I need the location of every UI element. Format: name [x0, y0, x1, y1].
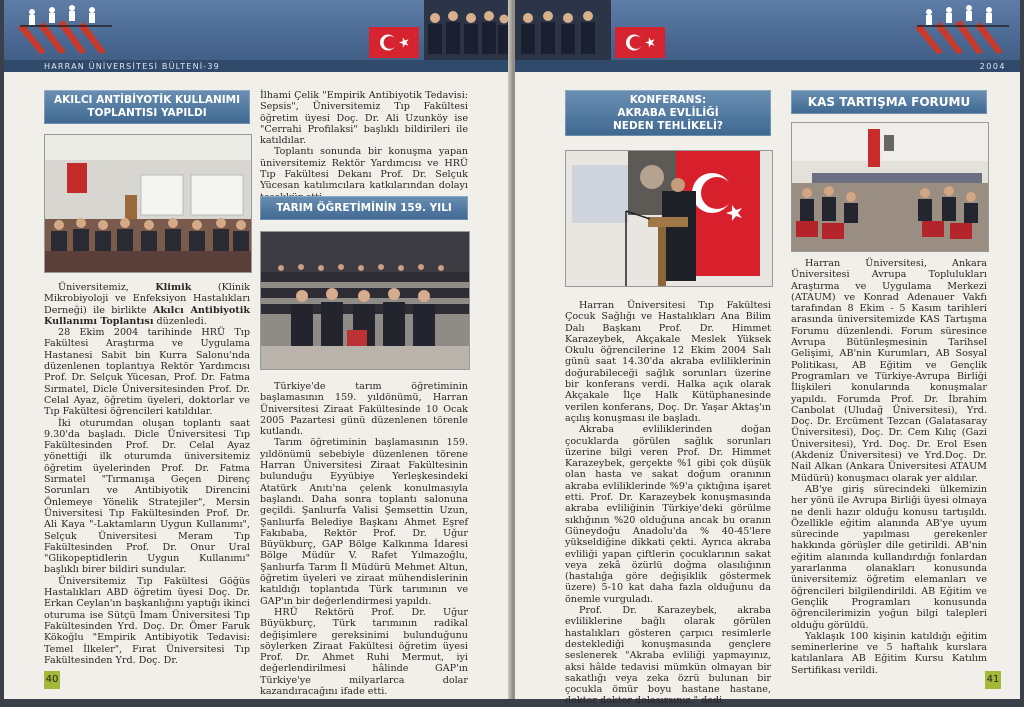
kas-forum-photo — [791, 122, 989, 252]
p1-meeting-name: Akılcı Antibiyotik Kullanımı Toplantısı — [44, 304, 250, 327]
article2-title: TARIM ÖĞRETİMİNİN 159. YILI — [276, 202, 452, 214]
article3-paragraph3: Prof. Dr. Karazeybek, akraba evliliklerine bağlı olarak görülen hastalıkları gösteren çarpıcı resimlerle desteklediği konuşmasında gençlere seslenerek "Akraba evliliği yapmayınız, aksi hâlde tedavisi mümkün olmayan bir sakatlığı veya zeka özrü bulunan bir çocukla ömür boyu hastane hastane, doktor doktor dolaşırsınız." dedi. — [565, 605, 771, 707]
article2-paragraph2: Tarım öğretiminin başlamasının 159. yıldönümü sebebiyle düzenlenen törene Harran Üniversitesi Ziraat Fakültesinin bulunduğu Eyyübiye Yerleşkesindeki Atatürk Anıtı'na çelenk konulmasıyla başlandı. Daha sonra toplantı salonuna geçildi. Şanlıurfa Valisi Şemsettin Uzun, Şanlıurfa Belediye Başkanı Ahmet Eşref Fakıbaba, Rektör Prof. Dr. Uğur Büyükburç, GAP Bölge Kalkınma İdaresi Bölge Müdür V. Rafet Yılmazoğlu, Şanlıurfa Tarım İl Müdürü Mehmet Altun, öğretim üyeleri ve ziraat mühendislerinin katıldığı toplantıda Türk tarımının ve GAP'ın bir değerlendirmesi yapıldı. — [260, 437, 468, 607]
bulletin-year: 2004 — [979, 62, 1006, 71]
right-header-strip — [515, 60, 1020, 72]
article1-title-line2: TOPLANTISI YAPILDI — [87, 107, 207, 119]
article3-title-line2: AKRABA EVLİLİĞİ — [617, 107, 719, 119]
article3-title-line1: KONFERANS: — [629, 94, 707, 106]
p1-part-c: (Klinik Mikrobiyoloji ve Enfeksiyon Hastalıkları Derneği) ile birlikte — [44, 282, 250, 316]
article3-title-line3: NEDEN TEHLİKELİ? — [612, 120, 723, 132]
article4-body — [791, 258, 987, 676]
bulletin-title: HARRAN ÜNİVERSİTESİ BÜLTENİ-39 — [44, 62, 220, 71]
article2-body — [260, 381, 468, 697]
p1-klimik: Klimik — [155, 282, 192, 293]
article2-title-banner — [260, 196, 468, 220]
article4-title: KAS TARTIŞMA FORUMU — [807, 95, 971, 109]
header-panel-photo — [515, 0, 611, 60]
article1-paragraph6: Toplantı sonunda bir konuşma yapan üniversitemiz Rektör Yardımcısı ve HRÜ Tıp Fakültesi Dekanı Prof. Dr. Selçuk Yücesan katılımcılara katkılarından dolayı — [260, 146, 468, 192]
article1-column-right — [260, 90, 468, 203]
folk-dancers-image — [16, 4, 116, 56]
left-header — [4, 0, 512, 72]
article4-title-banner — [791, 90, 987, 114]
article3-paragraph2: Akraba evliliklerinden doğan çocuklarda görülen sağlık sorunları üzerine bilgi veren Prof. Dr. Himmet Karazeybek, gerçekte %1 gibi çok düşük olan hasta ve sakat doğum oranının akraba evliliklerinde %9'a çıktığına işaret etti. Prof. Dr. Karazeybek konuşmasında akraba evliliğinin Türkiye'deki görülme sıklığının %20 olduğuna ancak bu oranın Güneydoğu Anadolu'da % 40-45'lere yükseldiğine dikkati çekti. Ayrıca akraba evliliği yapan çiftlerin çocuklarının sakat veya zekâ özürlü doğma olasılığının (hastalığa göre değişiklik göstermek üzere) 5-10 kat daha fazla olduğunu da önemle vurguladı. — [565, 424, 771, 605]
agriculture-ceremony-photo — [260, 231, 470, 370]
article4-paragraph2: AB'ye giriş sürecindeki ülkemizin her yönü ile Avrupa Birliği üyesi olmaya ne denli hazır olduğu konusu tartışıldı. Özellikle eğitim alanında AB'ye uyum sürecinde yapılması gerekenler hakkında görüşler dile getirildi. AB'nin eğitim alanında kullandırdığı fonlardan yararlanma olanakları konusunda üniversitemiz öğretim elemanları ve öğrencileri bilgilendirildi. AB Eğitim ve Gençlik Programları konusunda öğrencilerimizin yoğun bilgi talepleri olduğu görüldü. — [791, 483, 987, 631]
article1-title-banner — [44, 90, 250, 124]
left-page-number: 40 — [44, 671, 60, 689]
header-audience-photo — [424, 0, 512, 60]
article1-paragraph3: İki oturumdan oluşan toplantı saat 9.30'da başladı. Dicle Üniversitesi Tıp Fakültesinden Prof. Dr. Celal Ayaz yönettiği ilk oturumda üniversitemiz öğretim üyelerinden Prof. Dr. Fatma Sırmatel "Tırmanışa Geçen Direnç Sorunları ve Antibiyotik Direncini Önlemeye Yönelik Stratejiler", Mersin Üniversitesi Tıp Fakültesinden Prof. Dr. Ali Kaya "-Laktamların Uygun Kullanımı", Selçuk Üniversitesi Meram Tıp Fakültesinden Prof. Dr. Onur Ural "Glikopeptidlerin Uygun Kullanımı" başlıklı birer bildiri sundular. — [44, 417, 250, 576]
folk-dancers-image — [913, 4, 1013, 56]
article1-title-line1: AKILCI ANTİBİYOTİK KULLANIMI — [53, 94, 241, 106]
article4-paragraph3: Yaklaşık 100 kişinin katıldığı eğitim seminerlerine ve 5 haftalık kurslara katılanlara AB Eğitim Kursu Katılım Sertifikası verildi. — [791, 630, 987, 676]
article3-title-banner — [565, 90, 771, 136]
right-page — [515, 0, 1020, 707]
article1-paragraph1 — [44, 282, 250, 327]
turkish-flag-small — [615, 27, 665, 58]
right-page-number: 41 — [985, 671, 1001, 689]
p1-part-a: Üniversitemiz, — [58, 282, 156, 293]
article1-paragraph2: 28 Ekim 2004 tarihinde HRÜ Tıp Fakültesi Araştırma ve Uygulama Hastanesi Sabit bin Kurra Salonu'nda düzenlenen toplantıya Rektör Yardımcısı Prof. Dr. Selçuk Yücesan, Prof. Dr. Fatma Sırmatel, Dicle Üniversitesinden Prof. Dr. Celal Ayaz, öğretim üyeleri, doktorlar ve Tıp Fakültesi öğrencileri katıldılar. — [44, 327, 250, 418]
article3-body — [565, 300, 771, 707]
article1-paragraph4: Üniversitemiz Tıp Fakültesi Göğüs Hastalıkları ABD öğretim üyesi Doç. Dr. Erkan Ceylan'ın başkanlığını yaptığı ikinci oturuma ise Sütçü İmam Üniversitesi Tıp Fakültesinden Yrd. Doç. Dr. Ömer Faruk Kökoğlu "Empirik Antibiyotik Tedavisi: Temel İlkeler", Fırat Üniversitesi Tıp Fakültesinden Yrd. Doç. Dr. — [44, 575, 250, 666]
article2-paragraph1: Türkiye'de tarım öğretiminin başlamasının 159. yıldönümü, Harran Üniversitesi Ziraat Fakültesinde 10 Ocak 2005 Pazartesi günü düzenlenen törenle kutlandı. — [260, 381, 468, 438]
conference-speaker-photo — [565, 150, 773, 287]
article3-paragraph1: Harran Üniversitesi Tıp Fakültesi Çocuk Sağlığı ve Hastalıkları Ana Bilim Dalı Başkanı Prof. Dr. Himmet Karazeybek, Akçakale Meslek Yüksek Okulu öğrencilerine 12 Ekim 2004 Salı günü saat 14.30'da akraba evliliklerinin doğurabileceği sağlık sorunları üzerine bir konferans verdi. Halka açık olarak Akçakale İlçe Halk Kütüphanesinde verilen konferans, Doç. Dr. Yaşar Aktaş'ın açılış konuşması ile başladı. — [565, 300, 771, 424]
antibiotic-meeting-photo — [44, 134, 252, 273]
right-header — [515, 0, 1020, 72]
article2-paragraph3: HRÜ Rektörü Prof. Dr. Uğur Büyükburç, Türk tarımının radikal değişimlere gereksinimi bulunduğunu söylerken Ziraat Fakültesi öğretim üyesi Prof. Dr. Ahmet Ruhi Mermut, iyi değerlendirilmesi hâlinde GAP'ın Türkiye'ye milyarlarca dolar kazandıracağını ifade etti. — [260, 606, 468, 698]
article1-column-left — [44, 282, 250, 666]
article4-paragraph1: Harran Üniversitesi, Ankara Üniversitesi Avrupa Toplulukları Araştırma ve Uygulama Merkezi (ATAUM) ve Konrad Adenauer Vakfı tarafından 8 Ekim - 5 Kasım tarihleri arasında üniversitemizde KAS Tartışma Forumu düzenlendi. Forum süresince Avrupa Bütünleşmesinin Tarihsel Gelişimi, AB'nin Kurumları, AB Sosyal Politikası, AB Eğitim ve Gençlik Programları ve Türkiye-Avrupa Birliği İlişkileri konularında konuşmalar yapıldı. Forumda Prof. Dr. İbrahim Canbolat (Uludağ Üniversitesi), Yrd. Doç. Dr. Ercüment Tezcan (Galatasaray Üniversitesi), Doç. Dr. Cem Kılıç (Gazi Üniversitesi), Yrd. Doç. Dr. Erol Esen (Akdeniz Üniversitesi) ve Yrd.Doç. Dr. Nail Alkan (Ankara Üniversitesi ATAUM Müdürü) konuşmacı olarak yer aldılar. — [791, 258, 987, 484]
p1-part-e: düzenledi. — [153, 315, 207, 327]
turkish-flag-small — [369, 27, 419, 58]
left-page — [4, 0, 512, 699]
article1-paragraph5: İlhami Çelik "Empirik Antibiyotik Tedavisi: Sepsis", Üniversitemiz Tıp Fakültesi öğretim üyesi Doç. Dr. Ali Uzunköy ise "Cerrahi Profilaksi" başlıklı bildirileri ile katıldılar. — [260, 90, 468, 147]
